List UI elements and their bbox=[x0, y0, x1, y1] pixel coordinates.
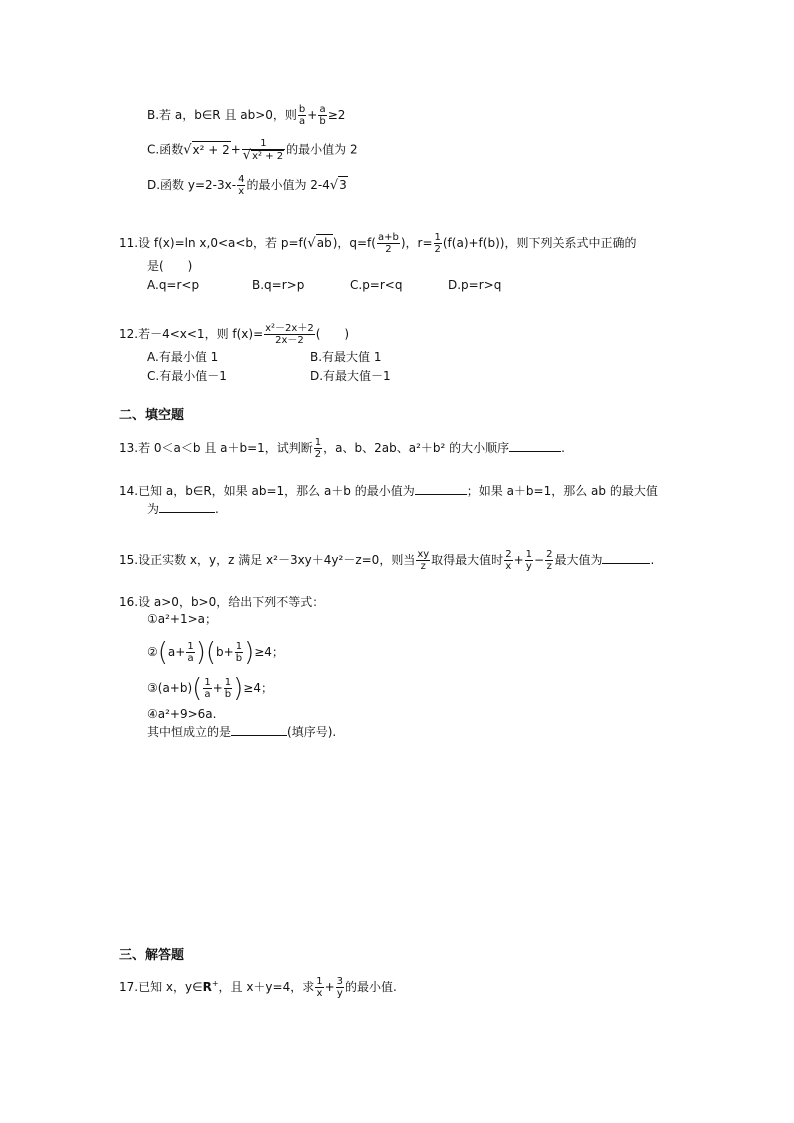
question-16: 16.设 a>0，b>0，给出下列不等式： bbox=[119, 595, 325, 609]
q11-option-b: B.q=r>p bbox=[252, 278, 305, 292]
section-heading-solutions: 三、解答题 bbox=[119, 948, 185, 963]
question-14-line2: 为 . bbox=[147, 502, 219, 516]
q16-item-1: ①a²+1>a； bbox=[147, 612, 218, 626]
q16-item-3: ③(a+b)( $\frac{1}{a}$ + $\frac{1}{b}$ )≥4； bbox=[147, 673, 273, 704]
question-15: 15.设正实数 x，y，z 满足 x²－3xy＋4y²－z=0，则当 $\frac{xy}{z}$ 取得最大值时 $\frac{2}{x}$ + $\frac{1}{y}$ − $\frac{2}{z}$ 最大值为 . bbox=[119, 549, 655, 572]
q10-option-b: B.若 a，b∈R 且 ab>0，则 $\frac{b}{a}$ + $\frac{a}{b}$ ≥2 bbox=[147, 104, 346, 127]
answer-blank[interactable] bbox=[509, 440, 561, 452]
answer-blank[interactable] bbox=[602, 552, 650, 564]
q16-item-4: ④a²+9>6a. bbox=[147, 707, 217, 721]
q12-option-d: D.有最大值－1 bbox=[310, 369, 391, 383]
q12-option-a: A.有最小值 1 bbox=[147, 350, 219, 364]
question-13: 13.若 0＜a＜b 且 a＋b=1，试判断 $\frac{1}{2}$ ，a、b、2ab、a²＋b² 的大小顺序 . bbox=[119, 437, 565, 460]
question-14: 14.已知 a，b∈R，如果 ab=1，那么 a＋b 的最小值为 ；如果 a＋b=1，那么 ab 的最大值 bbox=[119, 484, 658, 498]
question-17: 17.已知 x，y∈R+，且 x＋y=4，求 $\frac{1}{x}$ + $\frac{3}{y}$ 的最小值. bbox=[119, 976, 397, 999]
question-11-line2: 是( ) bbox=[147, 259, 193, 273]
q10-option-c: C.函数√x² + 2+ $\frac{1}{\text{√x² + 2}}$ 的最小值为 2 bbox=[147, 138, 358, 163]
answer-blank[interactable] bbox=[231, 724, 287, 736]
answer-blank[interactable] bbox=[159, 501, 215, 513]
q16-tail: 其中恒成立的是 (填序号). bbox=[147, 725, 337, 739]
q11-option-c: C.p=r<q bbox=[350, 278, 403, 292]
q11-option-a: A.q=r<p bbox=[147, 278, 200, 292]
answer-blank[interactable] bbox=[415, 483, 467, 495]
q11-option-d: D.p=r>q bbox=[448, 278, 502, 292]
q10-option-d: D.函数 y=2-3x- $\frac{4}{x}$ 的最小值为 2-4√3 bbox=[147, 174, 347, 197]
q12-option-b: B.有最大值 1 bbox=[310, 350, 382, 364]
question-12: 12.若－4<x<1，则 f(x)= $\frac{\text{x²－2x＋2}}{2x-2}$ ( ) bbox=[119, 323, 350, 346]
q12-option-c: C.有最小值－1 bbox=[147, 369, 227, 383]
section-heading-fill-in: 二、填空题 bbox=[119, 408, 185, 423]
q16-item-2: ②(a+ $\frac{1}{a}$ )(b+ $\frac{1}{b}$ )≥4； bbox=[147, 637, 284, 668]
question-11: 11.设 f(x)=ln x,0<a<b，若 p=f(√ab)，q=f( $\frac{a+b}{2}$ )，r= $\frac{1}{2}$ (f(a)+f(b))，则下列关系式中正确的 bbox=[119, 232, 637, 255]
